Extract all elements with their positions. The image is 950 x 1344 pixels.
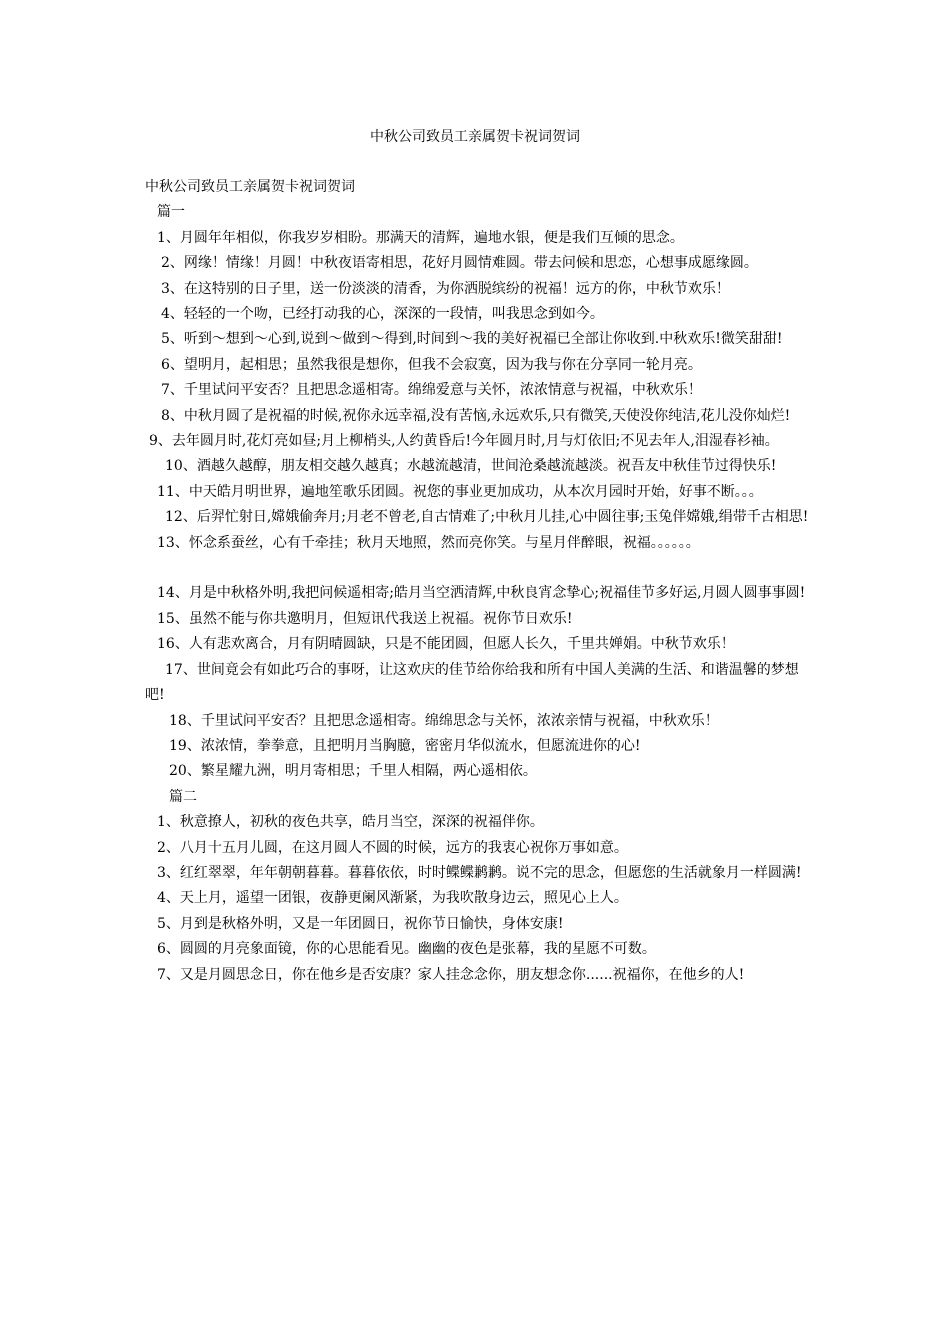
paragraph: 18、千里试问平安否？且把思念遥相寄。绵绵思念与关怀，浓浓亲情与祝福，中秋欢乐！: [169, 712, 719, 729]
paragraph: 15、虽然不能与你共邀明月，但短讯代我送上祝福。祝你节日欢乐!: [157, 610, 573, 627]
paragraph: 3、红红翠翠，年年朝朝暮暮。暮暮依依，时时鲽鲽鹣鹣。说不完的思念，但愿您的生活就象月一样圆满!: [157, 864, 802, 881]
paragraph: 9、去年圆月时,花灯亮如昼;月上柳梢头,人约黄昏后!今年圆月时,月与灯依旧;不见去年人,泪湿春衫袖。: [149, 433, 779, 450]
paragraph: 4、天上月，遥望一团银，夜静更阑风渐紧，为我吹散身边云，照见心上人。: [157, 890, 628, 907]
blank-line: [145, 556, 813, 581]
paragraph: 1、月圆年年相似，你我岁岁相盼。那满天的清辉，遍地水银，便是我们互倾的思念。: [157, 229, 684, 246]
paragraph: 6、望明月，起相思；虽然我很是想你，但我不会寂寞，因为我与你在分享同一轮月亮。: [161, 356, 702, 373]
section-heading-2: 篇二: [169, 788, 197, 805]
paragraph: 10、酒越久越醇，朋友相交越久越真；水越流越清，世间沧桑越流越淡。祝吾友中秋佳节过得快乐!: [165, 458, 777, 475]
paragraph: 11、中天皓月明世界，遍地笙歌乐团圆。祝您的事业更加成功，从本次月园时开始，好事不断。。。: [157, 483, 763, 500]
section-heading-1: 篇一: [157, 204, 185, 221]
paragraph: 6、圆圆的月亮象面镜，你的心思能看见。幽幽的夜色是张幕，我的星愿不可数。: [157, 941, 656, 958]
paragraph: 20、繁星耀九洲，明月寄相思；千里人相隔，两心遥相依。: [169, 763, 537, 780]
paragraph: 14、月是中秋格外明,我把问候遥相寄;皓月当空洒清辉,中秋良宵念挚心;祝福佳节多好运,月圆人圆事事圆!: [157, 585, 806, 602]
paragraph: 17、世间竟会有如此巧合的事呀，让这欢庆的佳节给你给我和所有中国人美满的生活、和谐温馨的梦想吧!: [145, 661, 799, 704]
paragraph: 1、秋意撩人，初秋的夜色共享，皓月当空，深深的祝福伴你。: [157, 814, 544, 831]
paragraph: 12、后羿忙射日,嫦娥偷奔月;月老不曾老,自古情难了;中秋月儿挂,心中圆往事;玉兔伴嫦娥,绢带千古相思!: [165, 509, 809, 526]
paragraph: 4、轻轻的一个吻，已经打动我的心，深深的一段情，叫我思念到如今。: [161, 306, 604, 323]
document-title: 中秋公司致员工亲属贺卡祝词贺词: [370, 129, 580, 145]
paragraph: 8、中秋月圆了是祝福的时候,祝你永远幸福,没有苦恼,永远欢乐,只有微笑,天使没你纯洁,花儿没你灿烂!: [161, 407, 791, 424]
paragraph: 2、八月十五月儿圆，在这月圆人不圆的时候，远方的我衷心祝你万事如意。: [157, 839, 628, 856]
document-body: [145, 175, 813, 988]
paragraph: 3、在这特别的日子里，送一份淡淡的清香，为你洒脱缤纷的祝福！远方的你，中秋节欢乐！: [161, 280, 730, 297]
paragraph: 7、又是月圆思念日，你在他乡是否安康？家人挂念念你，朋友想念你......祝福你，在他乡的人!: [157, 966, 745, 983]
subtitle: 中秋公司致员工亲属贺卡祝词贺词: [145, 179, 355, 195]
paragraph: 13、怀念系蚕丝，心有千牵挂；秋月天地照，然而亮你笑。与星月伴醉眼，祝福。。。。。。: [157, 534, 700, 551]
paragraph: 2、网缘！情缘！月圆！中秋夜语寄相思，花好月圆情难圆。带去问候和思恋，心想事成愿缘圆。: [161, 255, 758, 272]
paragraph: 16、人有悲欢离合，月有阴晴圆缺，只是不能团圆，但愿人长久，千里共婵娟。中秋节欢乐！: [157, 636, 735, 653]
paragraph: 7、千里试问平安否？且把思念遥相寄。绵绵爱意与关怀，浓浓情意与祝福，中秋欢乐！: [161, 382, 702, 399]
paragraph: 5、月到是秋格外明，又是一年团圆日，祝你节日愉快，身体安康!: [157, 915, 564, 932]
paragraph: 19、浓浓情，拳拳意，且把明月当胸臆，密密月华似流水，但愿流进你的心!: [169, 737, 641, 754]
paragraph: 5、听到～想到～心到,说到～做到～得到,时间到～我的美好祝福已全部让你收到.中秋欢乐!微笑甜甜!: [161, 331, 783, 348]
